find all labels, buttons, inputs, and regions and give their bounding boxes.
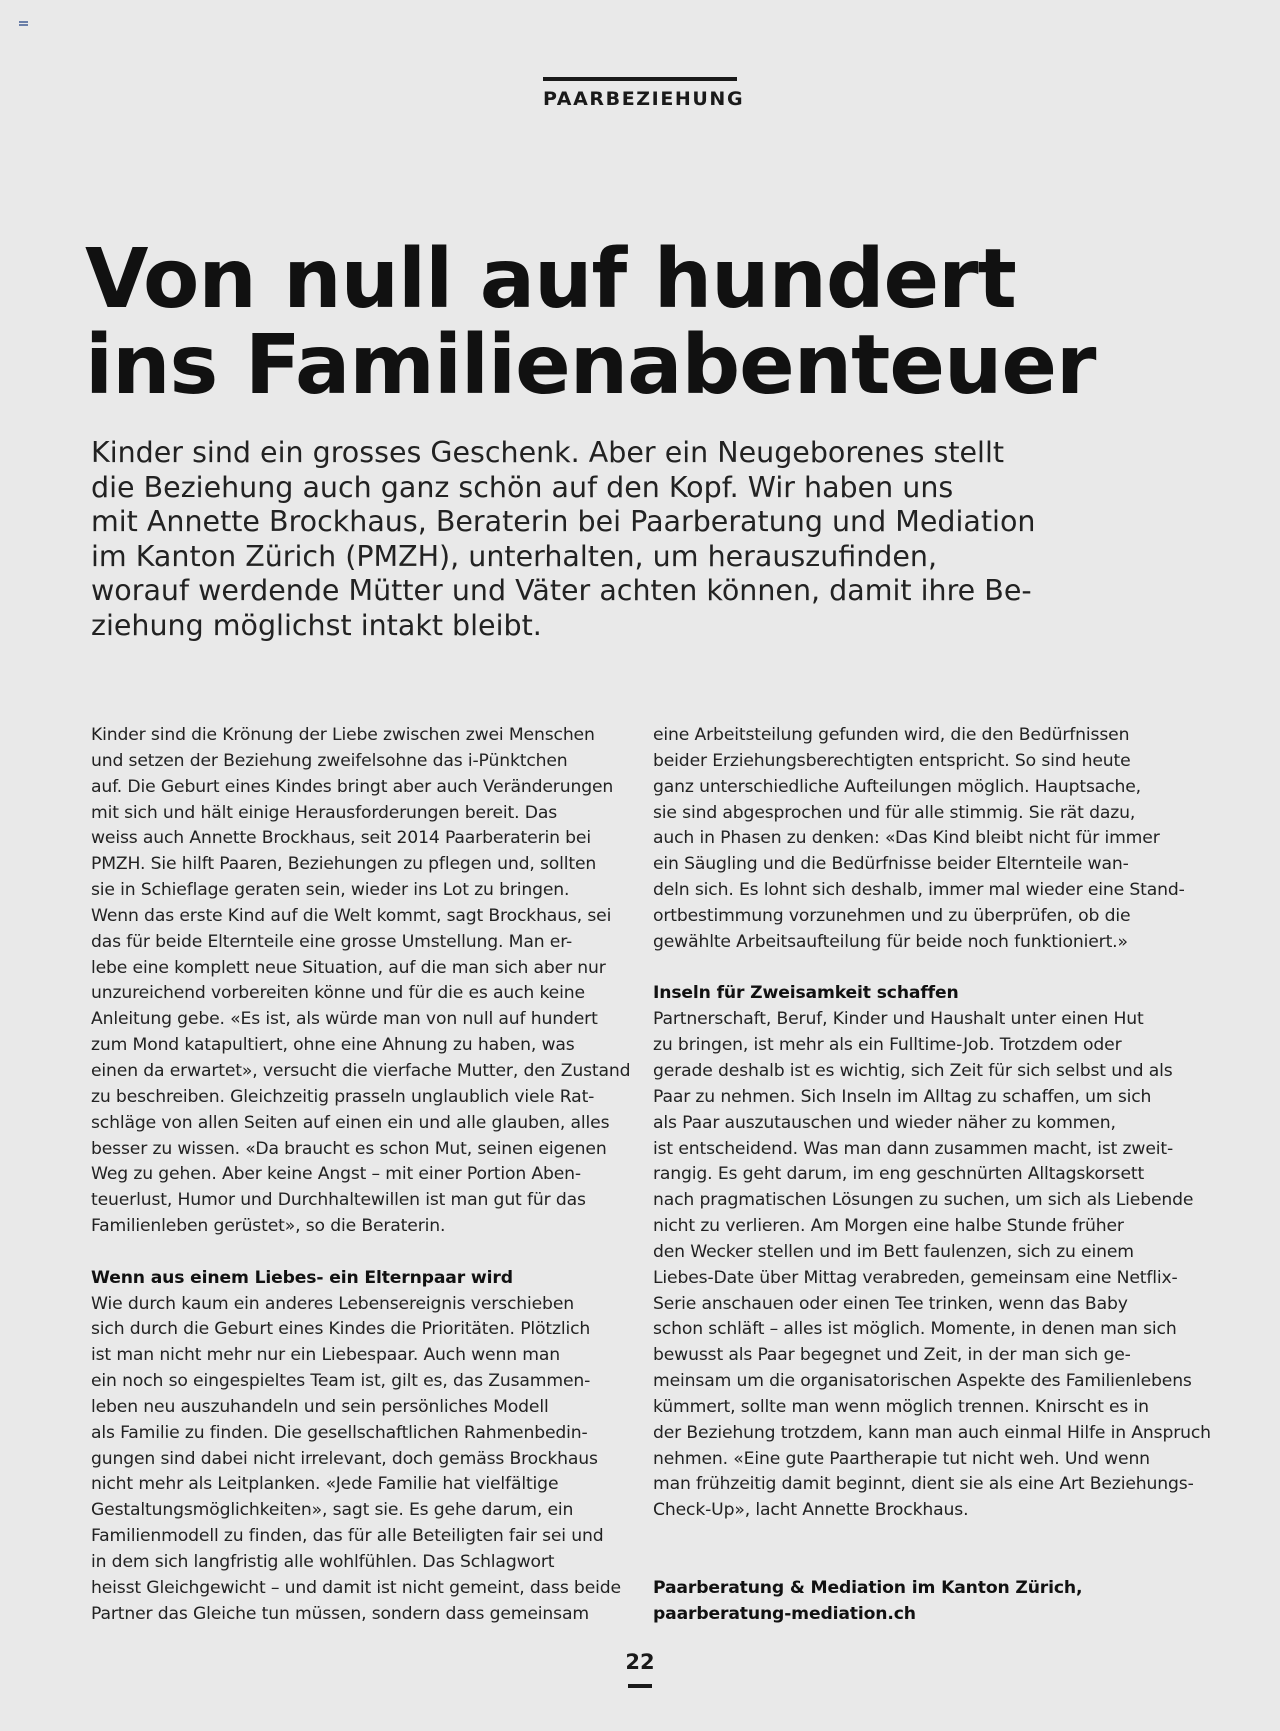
- lead-line: die Beziehung auch ganz schön auf den Kopf. Wir haben uns: [91, 470, 954, 504]
- body-line: weiss auch Annette Brockhaus, seit 2014 Paarberaterin bei: [91, 828, 591, 849]
- body-line: auch in Phasen zu denken: «Das Kind bleibt nicht für immer: [653, 828, 1160, 849]
- body-line: nehmen. «Eine gute Paartherapie tut nicht weh. Und wenn: [653, 1448, 1150, 1469]
- lead-line: mit Annette Brockhaus, Beraterin bei Paarberatung und Mediation: [91, 505, 1036, 539]
- body-line: kümmert, sollte man wenn möglich trennen. Knirscht es in: [653, 1396, 1149, 1417]
- body-line: in dem sich langfristig alle wohlfühlen. Das Schlagwort: [91, 1552, 555, 1572]
- body-line: unzureichend vorbereiten könne und für die es auch keine: [91, 983, 585, 1004]
- body-line: deln sich. Es lohnt sich deshalb, immer mal wieder eine Stand-: [653, 880, 1185, 901]
- title-line: ins Familienabenteuer: [85, 318, 1096, 413]
- body-line: gewählte Arbeitsaufteilung für beide noch funktioniert.»: [653, 931, 1128, 952]
- title-line: Von null auf hundert: [85, 232, 1016, 327]
- right-column: [653, 723, 1211, 1628]
- body-line: leben neu auszuhandeln und sein persönliches Modell: [91, 1396, 549, 1417]
- body-line: meinsam um die organisatorischen Aspekte des Familienlebens: [653, 1371, 1192, 1392]
- body-line: ortbestimmung vorzunehmen und zu überprüfen, ob die: [653, 905, 1131, 926]
- article-lead: [91, 436, 1036, 644]
- section-label: PAARBEZIEHUNG: [543, 77, 737, 110]
- body-line: Liebes-Date über Mittag verabreden, gemeinsam eine Netflix-: [653, 1267, 1178, 1288]
- body-line: Wenn das erste Kind auf die Welt kommt, sagt Brockhaus, sei: [91, 905, 612, 926]
- body-line: gerade deshalb ist es wichtig, sich Zeit für sich selbst und als: [653, 1060, 1173, 1081]
- body-line: einen da erwartet», versucht die vierfache Mutter, den Zustand: [91, 1060, 631, 1081]
- body-line: gungen sind dabei nicht irrelevant, doch gemäss Brockhaus: [91, 1448, 598, 1469]
- body-line: besser zu wissen. «Da braucht es schon Mut, seinen eigenen: [91, 1138, 607, 1159]
- body-line: man frühzeitig damit beginnt, dient sie als eine Art Beziehungs-: [653, 1474, 1194, 1495]
- body-line: sie in Schieflage geraten sein, wieder ins Lot zu bringen.: [91, 880, 570, 901]
- menu-icon[interactable]: [19, 21, 28, 27]
- lead-line: worauf werdende Mütter und Väter achten können, damit ihre Be-: [91, 574, 1032, 608]
- body-line: der Beziehung trotzdem, kann man auch einmal Hilfe in Anspruch: [653, 1422, 1211, 1443]
- body-line: Weg zu gehen. Aber keine Angst – mit einer Portion Aben-: [91, 1164, 581, 1185]
- body-line: Familienmodell zu finden, das für alle Beteiligten fair sei und: [91, 1526, 604, 1547]
- body-line: lebe eine komplett neue Situation, auf die man sich aber nur: [91, 957, 606, 978]
- body-line: ist man nicht mehr nur ein Liebespaar. Auch wenn man: [91, 1345, 561, 1366]
- body-line: sich durch die Geburt eines Kindes die Prioritäten. Plötzlich: [91, 1319, 591, 1340]
- body-line: nicht zu verlieren. Am Morgen eine halbe Stunde früher: [653, 1216, 1124, 1237]
- source-line: Paarberatung & Mediation im Kanton Zürich,: [653, 1577, 1083, 1598]
- lead-line: ziehung möglichst intakt bleibt.: [91, 608, 542, 642]
- page-number-rule: [628, 1684, 652, 1688]
- body-line: ein noch so eingespieltes Team ist, gilt es, das Zusammen-: [91, 1371, 591, 1392]
- body-line: den Wecker stellen und im Bett faulenzen, sich zu einem: [653, 1241, 1134, 1262]
- body-line: Kinder sind die Krönung der Liebe zwischen zwei Menschen: [91, 725, 595, 745]
- section-heading: Inseln für Zweisamkeit schaffen: [653, 983, 959, 1004]
- left-column: [91, 723, 631, 1628]
- body-line: Familienleben gerüstet», so die Beraterin.: [91, 1216, 446, 1237]
- page-number: 22: [625, 1650, 655, 1674]
- section-heading: Wenn aus einem Liebes- ein Elternpaar wird: [91, 1267, 513, 1288]
- body-line: Wie durch kaum ein anderes Lebensereignis verschieben: [91, 1293, 574, 1314]
- body-line: mit sich und hält einige Herausforderungen bereit. Das: [91, 802, 558, 823]
- body-line: eine Arbeitsteilung gefunden wird, die den Bedürfnissen: [653, 725, 1130, 745]
- lead-line: Kinder sind ein grosses Geschenk. Aber ein Neugeborenes stellt: [91, 436, 1005, 469]
- body-line: ganz unterschiedliche Aufteilungen möglich. Hauptsache,: [653, 776, 1141, 797]
- body-line: zum Mond katapultiert, ohne eine Ahnung zu haben, was: [91, 1035, 575, 1056]
- body-line: schläge von allen Seiten auf einen ein und alle glauben, alles: [91, 1112, 610, 1133]
- body-line: sie sind abgesprochen und für alle stimmig. Sie rät dazu,: [653, 802, 1136, 823]
- body-line: auf. Die Geburt eines Kindes bringt aber auch Veränderungen: [91, 776, 614, 797]
- body-line: nach pragmatischen Lösungen zu suchen, um sich als Liebende: [653, 1190, 1194, 1211]
- body-line: und setzen der Beziehung zweifelsohne das i-Pünktchen: [91, 750, 568, 771]
- body-line: zu beschreiben. Gleichzeitig prasseln unglaublich viele Rat-: [91, 1086, 595, 1107]
- body-line: heisst Gleichgewicht – und damit ist nicht gemeint, dass beide: [91, 1577, 621, 1598]
- source-link[interactable]: paarberatung-mediation.ch: [653, 1603, 916, 1624]
- body-line: ist entscheidend. Was man dann zusammen macht, ist zweit-: [653, 1138, 1174, 1159]
- body-line: rangig. Es geht darum, im eng geschnürten Alltagskorsett: [653, 1164, 1145, 1185]
- body-line: Serie anschauen oder einen Tee trinken, wenn das Baby: [653, 1293, 1128, 1314]
- body-line: schon schläft – alles ist möglich. Momente, in denen man sich: [653, 1319, 1177, 1340]
- body-line: nicht mehr als Leitplanken. «Jede Familie hat vielfältige: [91, 1474, 559, 1495]
- body-line: zu bringen, ist mehr als ein Fulltime-Job. Trotzdem oder: [653, 1035, 1122, 1056]
- body-line: PMZH. Sie hilft Paaren, Beziehungen zu pflegen und, sollten: [91, 854, 597, 875]
- body-line: das für beide Elternteile eine grosse Umstellung. Man er-: [91, 931, 573, 952]
- body-line: Anleitung gebe. «Es ist, als würde man von null auf hundert: [91, 1009, 598, 1030]
- body-line: als Familie zu finden. Die gesellschaftlichen Rahmenbedin-: [91, 1422, 588, 1443]
- article-title: [85, 232, 1205, 413]
- body-line: Paar zu nehmen. Sich Inseln im Alltag zu schaffen, um sich: [653, 1086, 1152, 1107]
- body-line: Gestaltungsmöglichkeiten», sagt sie. Es gehe darum, ein: [91, 1500, 574, 1521]
- body-line: als Paar auszutauschen und wieder näher zu kommen,: [653, 1112, 1116, 1133]
- body-line: teuerlust, Humor und Durchhaltewillen ist man gut für das: [91, 1190, 586, 1211]
- body-line: Partnerschaft, Beruf, Kinder und Haushalt unter einen Hut: [653, 1009, 1144, 1030]
- body-line: Check-Up», lacht Annette Brockhaus.: [653, 1500, 969, 1521]
- lead-line: im Kanton Zürich (PMZH), unterhalten, um herauszufinden,: [91, 539, 938, 573]
- body-line: ein Säugling und die Bedürfnisse beider Elternteile wan-: [653, 854, 1129, 875]
- body-line: beider Erziehungsberechtigten entspricht. So sind heute: [653, 750, 1131, 771]
- body-line: Partner das Gleiche tun müssen, sondern dass gemeinsam: [91, 1603, 589, 1624]
- body-line: bewusst als Paar begegnet und Zeit, in der man sich ge-: [653, 1345, 1131, 1366]
